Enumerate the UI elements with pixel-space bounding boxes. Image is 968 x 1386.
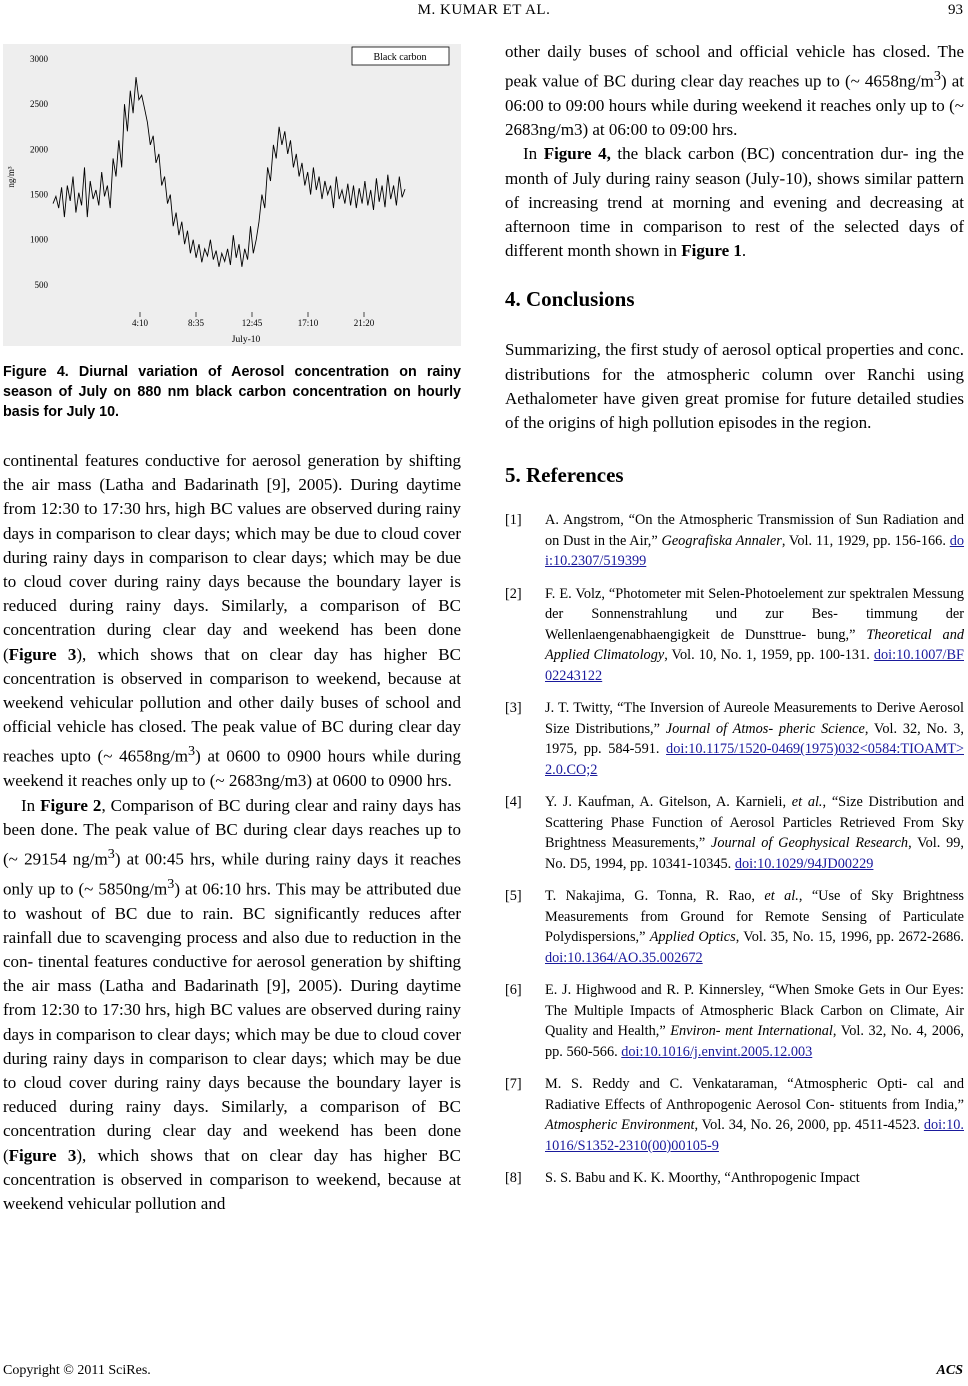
- copyright: Copyright © 2011 SciRes.: [3, 1363, 151, 1378]
- doi-link[interactable]: doi:10.1016/j.envint.2005.12.003: [621, 1043, 813, 1060]
- page-number: 93: [948, 2, 963, 18]
- figure-ref: Figure 1: [681, 241, 742, 261]
- x-axis-label: July-10: [231, 335, 261, 345]
- reference-item: [1] A. Angstrom, “On the Atmospheric Transmission of Sun Radiation and on Dust in the Air,” Geografiska Annaler, Vol. 11, 1929, pp. 156-166. doi:10.2307/519399: [505, 512, 965, 570]
- reference-list: [505, 510, 964, 1189]
- y-tick-label: 1000: [30, 234, 48, 245]
- y-axis: [30, 54, 49, 290]
- y-tick-label: 2000: [30, 144, 48, 155]
- reference-item: [8] S. S. Babu and K. K. Moorthy, “Anthropogenic Impact: [505, 1168, 964, 1189]
- doi-link[interactable]: doi:10.1175/1520-0469(1975)032<0584:TIOAMT>2.0.CO;2: [545, 741, 964, 778]
- series-line-black-carbon: [53, 77, 405, 267]
- y-tick-label: 3000: [30, 54, 48, 65]
- figure-ref: Figure 3: [8, 1145, 77, 1165]
- journal-name: Journal of Geophysical Research: [711, 835, 909, 852]
- figure-caption: Figure 4. Diurnal variation of Aerosol concentration on rainy season of July on 880 nm black carbon concentration on hourly basis for July 10.: [3, 364, 461, 420]
- journal-name: Theoretical and Applied Climatology: [545, 626, 965, 664]
- legend: [352, 47, 449, 65]
- figure-ref: Figure 3: [8, 644, 77, 664]
- journal-name: Applied Optics: [649, 929, 736, 946]
- doi-link[interactable]: doi:10.1029/94JD00229: [734, 855, 874, 872]
- bc-line-chart: [3, 44, 461, 346]
- x-tick-label: 12:45: [241, 318, 263, 328]
- x-tick-label: 8:35: [187, 318, 205, 328]
- left-paragraph-1: continental features conductive for aerosol generation by shifting the air mass (Latha and Badarinath [9], 2005). During daytime from 12:30 to 17:30 hrs, high BC values are observed during rainy days in comparison to clear days; which may be due to cloud cover during rainy days in comparison to clear days; which may be due to cloud cover during rainy days because the boundary layer is reduced during rainy days. Similarly, a comparison of BC concentration during clear day and weekend has been done (Figure 3), which shows that on clear day has higher BC concentration is observed in comparison to weekend, because at weekend vehicular pollution and other daily buses of school and official vehicle has closed. The peak value of BC during clear day reaches upto (~ $4658ng/m^3$) at 0600 to 0900 hours while during weekend it reaches only up to (~ 2683ng/m3) at 0600 to 0900 hrs.: [3, 451, 461, 791]
- left-paragraph-2: In Figure 2, Comparison of BC during clear and rainy days has been done. The peak value of BC during clear days reaches up to (~ 29154 $ng/m^3$) at 00:45 hrs, while during rainy days it reaches only up to (~ $5850ng/m^3$) at 06:10 hrs. This may be attributed due to washout of BC due to rain. BC significantly reduces after rainfall due to scavenging process and also due to reduction in the con- tinental features conductive for aerosol generation by shifting the air mass (Latha and Badarinath [9], 2005). During daytime from 12:30 to 17:30 hrs, high BC values are observed during rainy days in comparison to clear days; which may be due to cloud cover during rainy days in comparison to clear days; which may be due to cloud cover during rainy days because the boundary layer is reduced during rainy days. Similarly, a comparison of BC concentration during clear day and weekend has been done (Figure 3), which shows that on clear day has higher BC concentration is observed in comparison to weekend, because at weekend vehicular pollution and: [3, 795, 462, 1214]
- reference-number: [6]: [505, 982, 522, 999]
- journal-name: Journal of Atmos- pheric Science: [665, 720, 865, 737]
- doi-link[interactable]: doi:10.1007/BF02243122: [545, 647, 964, 684]
- x-axis: [132, 312, 375, 328]
- doi-link[interactable]: doi:10.1016/S1352-2310(00)00105-9: [545, 1117, 964, 1154]
- y-tick-label: 500: [34, 279, 48, 290]
- journal-name: Environ- ment International: [670, 1023, 833, 1040]
- journal-name: Geografiska Annaler: [661, 532, 782, 549]
- reference-number: [5]: [505, 888, 522, 905]
- doi-link[interactable]: doi:10.2307/519399: [545, 532, 965, 570]
- reference-item: [6] E. J. Highwood and R. P. Kinnersley, “When Smoke Gets in Our Eyes: The Multiple Impacts of Atmospheric Black Carbon on Climate, Air Quality and Health,” Environ- ment International, Vol. 32, No. 4, 2006, pp. 560-566. doi:10.1016/j.envint.2005.12.003: [505, 982, 964, 1060]
- right-column: [505, 40, 964, 1201]
- y-axis-label: ng/m³: [6, 166, 16, 188]
- reference-item: [3] J. T. Twitty, “The Inversion of Aureole Measurements to Derive Aerosol Size Distributions,” Journal of Atmos- pheric Science, Vol. 32, No. 3, 1975, pp. 584-591. doi:10.1175/1520-0469(1975)032<0584:TIOAMT>2.0.CO;2: [505, 700, 964, 778]
- reference-number: [4]: [505, 794, 522, 811]
- figure-4: [3, 44, 461, 346]
- x-tick-label: 21:20: [353, 318, 375, 328]
- reference-item: [2] F. E. Volz, “Photometer mit Selen-Photoelement zur spektralen Messung der Sonnenstrahlung und zur Bes- timmung der Wellenlaengenabhaengigkeit de Dunsttrue- bung,” Theoretical and Applied Climatology, Vol. 10, No. 1, 1959, pp. 100-131. doi:10.1007/BF02243122: [505, 585, 965, 684]
- reference-number: [3]: [505, 700, 522, 717]
- reference-number: [7]: [505, 1076, 522, 1093]
- journal-abbrev: ACS: [936, 1363, 963, 1378]
- figure-ref: Figure 4,: [543, 144, 611, 164]
- reference-number: [1]: [505, 512, 522, 529]
- reference-number: [2]: [505, 585, 522, 602]
- running-title: M. KUMAR ET AL.: [417, 2, 551, 18]
- legend-label: Black carbon: [373, 52, 427, 63]
- left-column: [3, 449, 461, 1216]
- x-tick-label: 4:10: [131, 318, 149, 328]
- reference-item: [5] T. Nakajima, G. Tonna, R. Rao, et al., “Use of Sky Brightness Measurements from Ground for Remote Sensing of Particulate Polydispersions,” Applied Optics, Vol. 35, No. 15, 1996, pp. 2672-2686. doi:10.1364/AO.35.002672: [505, 888, 964, 966]
- reference-item: [7] M. S. Reddy and C. Venkataraman, “Atmospheric Opti- cal and Radiative Effects of Anthropogenic Aerosol Con- stituents from India,” Atmospheric Environment, Vol. 34, No. 26, 2000, pp. 4511-4523. doi:10.1016/S1352-2310(00)00105-9: [505, 1076, 964, 1154]
- references-heading: 5. References: [505, 463, 624, 488]
- y-tick-label: 2500: [30, 99, 48, 110]
- y-tick-label: 1500: [30, 189, 48, 200]
- right-paragraph-2: In Figure 4, the black carbon (BC) concentration dur- ing the month of July during rainy season (July-10), shows similar pattern of increasing trend at morning and evening and decreasing at afternoon time in comparison to rest of the selected days of different month shown in Figure 1.: [505, 144, 964, 261]
- conclusions-heading: 4. Conclusions: [505, 287, 635, 312]
- reference-number: [8]: [505, 1170, 522, 1187]
- right-paragraph-1: other daily buses of school and official vehicle has closed. The peak value of BC during clear day reaches up to (~ $4658ng/m^3$) at 06:00 to 09:00 hours while during weekend it reaches only up to (~ 2683ng/m3) at 06:00 to 09:00 hrs.: [505, 42, 964, 140]
- journal-name: Atmospheric Environment: [545, 1117, 695, 1134]
- doi-link[interactable]: doi:10.1364/AO.35.002672: [545, 949, 703, 966]
- figure-ref: Figure 2: [40, 795, 102, 815]
- x-tick-label: 17:10: [297, 318, 319, 328]
- conclusions-text: Summarizing, the first study of aerosol optical properties and conc. distributions for the atmospheric column over Ranchi using Aethalometer have given great promise for future detailed studies of the origins of high pollution episodes in the region.: [505, 340, 964, 433]
- reference-item: [4] Y. J. Kaufman, A. Gitelson, A. Karnieli, et al., “Size Distribution and Scattering Phase Function of Aerosol Particles Retrieved From Sky Brightness Measurements,” Journal of Geophysical Research, Vol. 99, No. D5, 1994, pp. 10341-10345. doi:10.1029/94JD00229: [505, 794, 964, 872]
- page-header: [0, 2, 968, 24]
